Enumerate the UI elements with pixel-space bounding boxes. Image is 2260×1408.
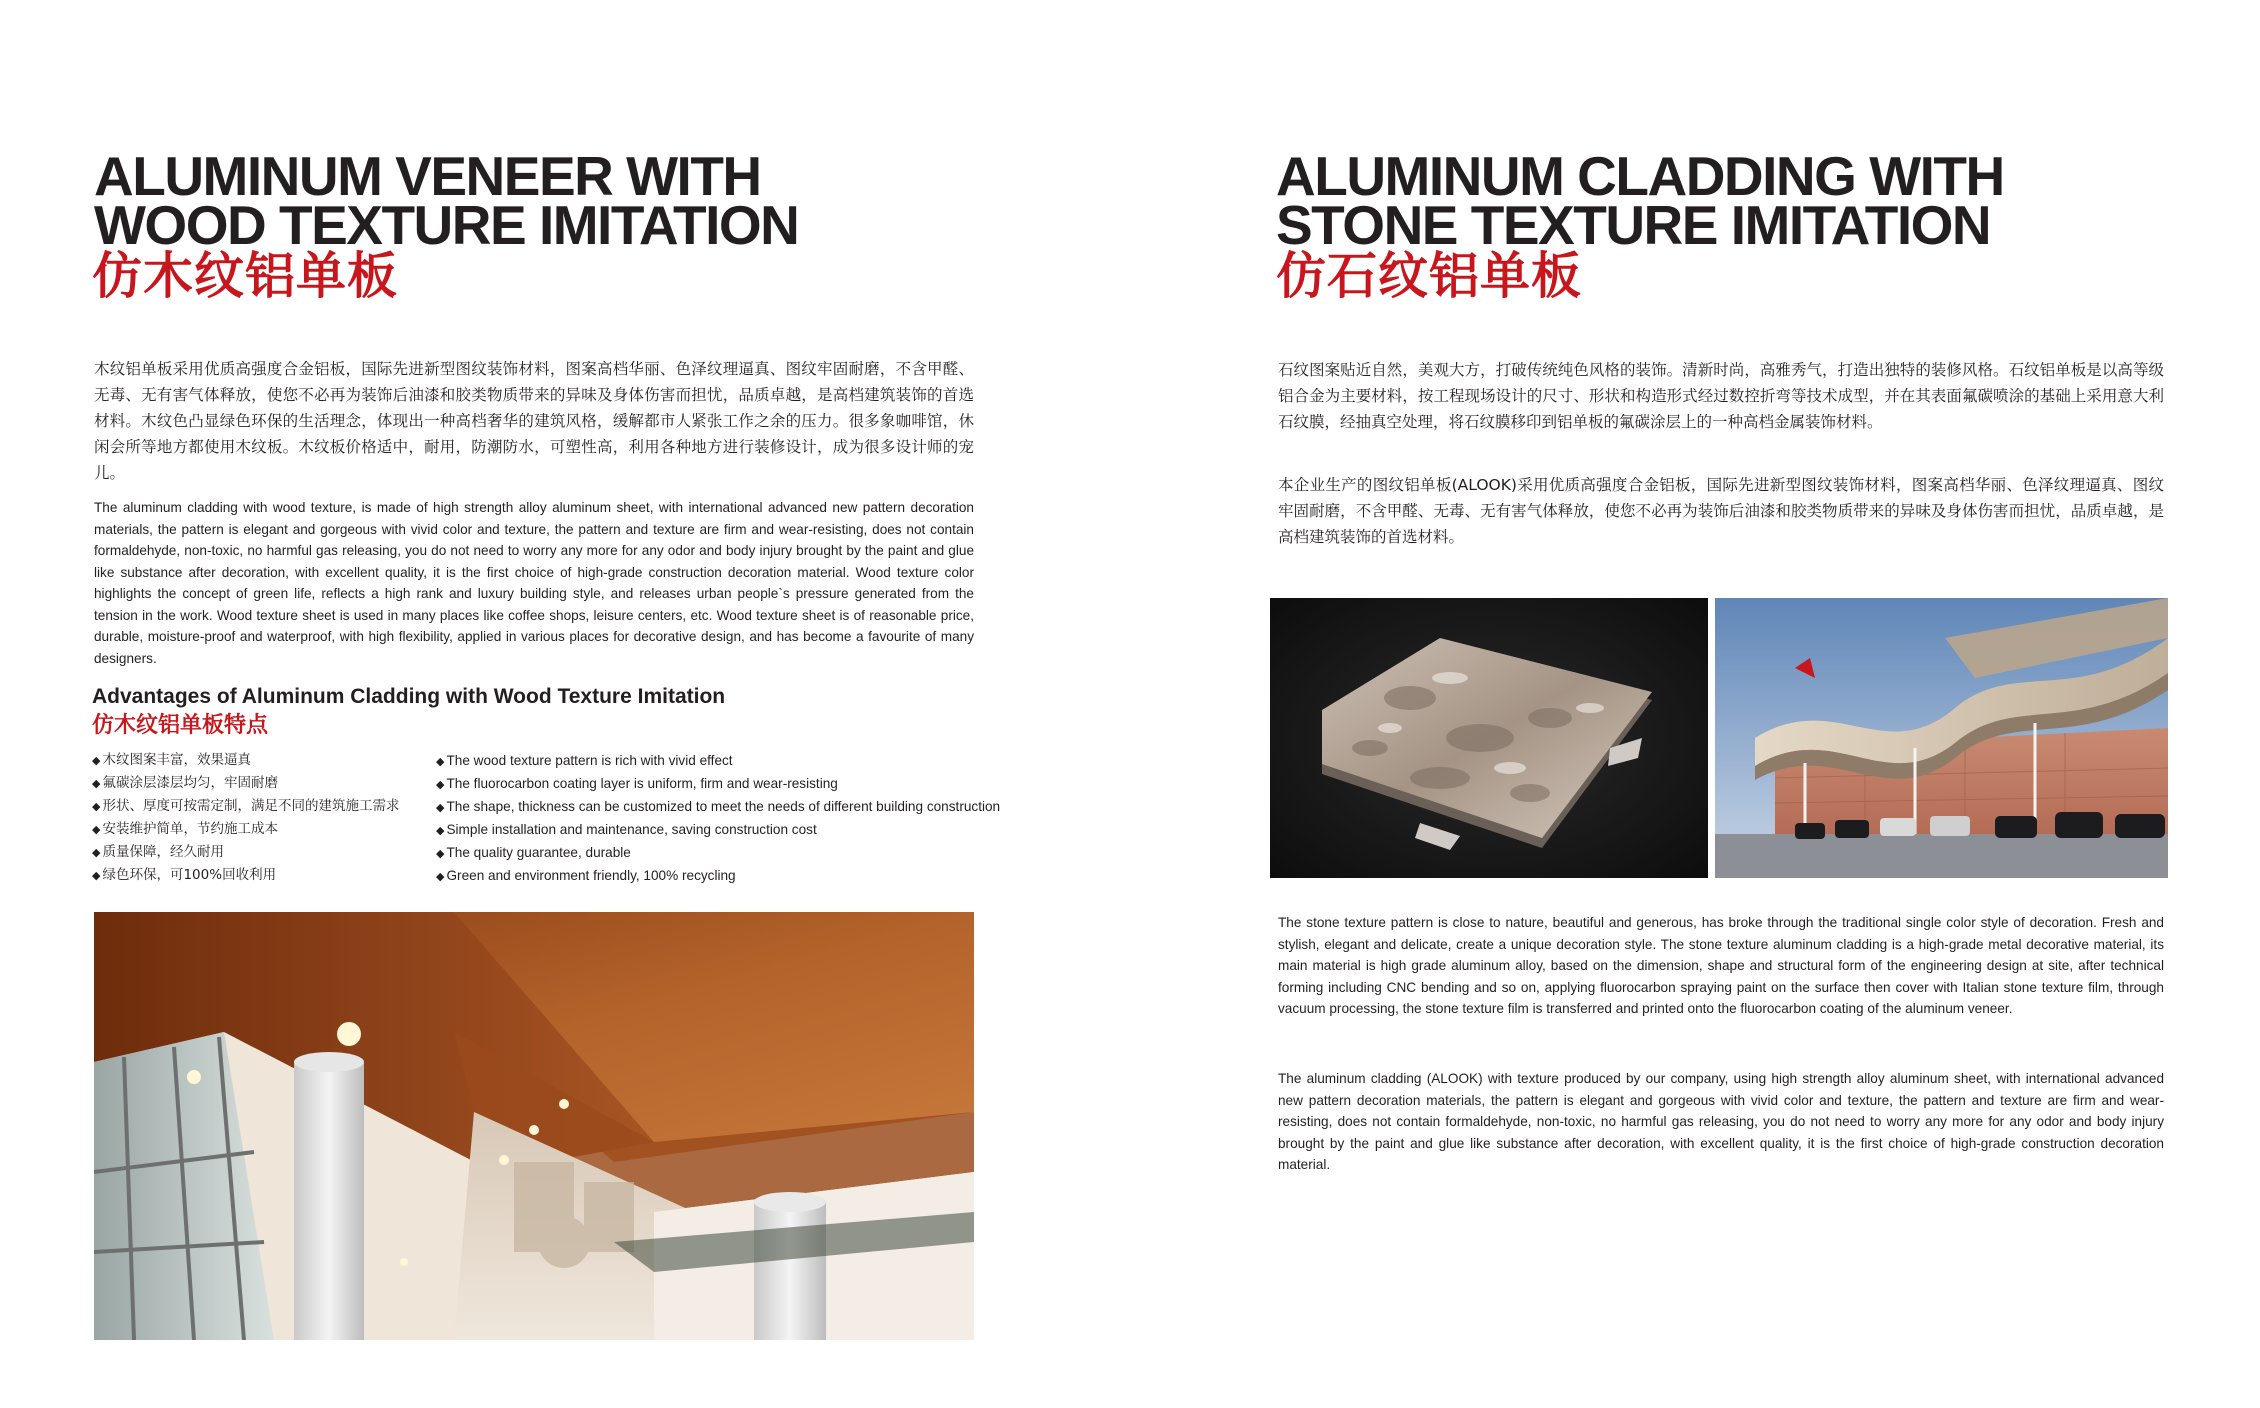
stone-title-en-line1: ALUMINUM CLADDING WITH — [1276, 145, 2004, 207]
advantage-cn-item: ◆ 质量保障，经久耐用 — [92, 844, 224, 860]
diamond-bullet-icon: ◆ — [92, 777, 101, 790]
stone-intro-cn-2: 本企业生产的图纹铝单板(ALOOK)采用优质高强度合金铝板，国际先进新型图纹装饰材料，图案高档华丽、色泽纹理逼真、图纹牢固耐磨，不含甲醛、无毒、无有害气体释放，使您不必再为装饰后油漆和胶类物质带来的异味及身体伤害而担忧，品质卓越，是高档建筑装饰的首选材料。 — [1278, 476, 2164, 546]
advantage-cn-item: ◆ 安装维护简单，节约施工成本 — [92, 821, 278, 837]
advantage-en-item: ◆ Green and environment friendly, 100% recycling — [436, 868, 736, 883]
diamond-bullet-icon: ◆ — [92, 800, 101, 813]
stone-title-cn: 仿石纹铝单板 — [1276, 247, 1582, 305]
wood-ceiling-photo — [94, 912, 974, 1340]
right-page — [1130, 0, 2260, 1408]
stone-clad-building-photo — [1715, 598, 2168, 878]
wood-intro-en: The aluminum cladding with wood texture, is made of high strength alloy aluminum sheet, with international advanced new pattern decoration materials, the pattern is elegant and gorgeous with vivid color and texture, the pattern and texture are firm and wear-resisting, does not contain formaldehyde, non-toxic, no harmful gas releasing, you do not need to worry any more for any odor and body injury brought by the paint and glue like substance after decoration, with excellent quality, it is the first choice of high-grade construction decoration material. Wood texture color highlights the concept of green life, reflects a high rank and luxury building style, and releases urban people`s pressure generated from the tension in the work. Wood texture sheet is used in many places like coffee shops, leisure centers, etc. Wood texture sheet is of reasonable price, durable, moisture-proof and waterproof, with high flexibility, applied in various places for decorative design, and has become a favourite of many designers. — [94, 500, 974, 666]
wood-title-en-line1: ALUMINUM VENEER WITH — [94, 145, 761, 207]
stone-title-en-line2: STONE TEXTURE IMITATION — [1276, 194, 1991, 256]
advantages-list-cn — [92, 749, 399, 887]
advantages-title-en: Advantages of Aluminum Cladding with Wood Texture Imitation — [92, 685, 726, 708]
diamond-bullet-icon: ◆ — [436, 825, 445, 837]
advantage-en-item: ◆ Simple installation and maintenance, saving construction cost — [436, 822, 817, 837]
diamond-bullet-icon: ◆ — [436, 871, 445, 883]
wood-title-en-line2: WOOD TEXTURE IMITATION — [94, 194, 799, 256]
wood-title-cn: 仿木纹铝单板 — [92, 247, 398, 305]
advantage-cn-item: ◆ 氟碳涂层漆层均匀，牢固耐磨 — [92, 775, 278, 791]
advantage-cn-item: ◆ 形状、厚度可按需定制，满足不同的建筑施工需求 — [92, 798, 400, 814]
wood-intro-cn: 木纹铝单板采用优质高强度合金铝板，国际先进新型图纹装饰材料，图案高档华丽、色泽纹理逼真、图纹牢固耐磨，不含甲醛、无毒、无有害气体释放，使您不必再为装饰后油漆和胶类物质带来的异味及身体伤害而担忧，品质卓越，是高档建筑装饰的首选材料。木纹色凸显绿色环保的生活理念，体现出一种高档奢华的建筑风格，缓解都市人紧张工作之余的压力。很多象咖啡馆，休闲会所等地方都使用木纹板。木纹板价格适中，耐用，防潮防水，可塑性高，利用各种地方进行装修设计，成为很多设计师的宠儿。 — [94, 360, 974, 482]
stone-intro-cn-1: 石纹图案贴近自然，美观大方，打破传统纯色风格的装饰。清新时尚，高雅秀气，打造出独特的装修风格。石纹铝单板是以高等级铝合金为主要材料，按工程现场设计的尺寸、形状和构造形式经过数控折弯等技术成型，并在其表面氟碳喷涂的基础上采用意大利石纹膜，经抽真空处理，将石纹膜移印到铝单板的氟碳涂层上的一种高档金属装饰材料。 — [1278, 361, 2164, 431]
diamond-bullet-icon: ◆ — [92, 846, 101, 859]
advantage-cn-item: ◆ 木纹图案丰富，效果逼真 — [92, 752, 251, 768]
stone-intro-en-1: The stone texture pattern is close to nature, beautiful and generous, has broke through the traditional single color style of decoration. Fresh and stylish, elegant and delicate, create a unique decoration style. The stone texture aluminum cladding is a high-grade metal decorative material, its main material is high grade aluminum alloy, based on the dimension, shape and structural form of the engineering design at site, after technical forming including CNC bending and so on, applying fluorocarbon spraying paint on the surface then cover with Italian stone texture film, through vacuum processing, the stone texture film is transferred and printed onto the fluorocarbon coating of the aluminum veneer. — [1278, 915, 2164, 1016]
diamond-bullet-icon: ◆ — [436, 848, 445, 860]
stone-intro-en-2: The aluminum cladding (ALOOK) with texture produced by our company, using high strength alloy aluminum sheet, with international advanced new pattern decoration materials, the pattern is elegant and gorgeous with vivid color and texture, the pattern and texture are firm and wear-resisting, does not contain formaldehyde, non-toxic, no harmful gas releasing, you do not need to worry any more for any odor and body injury brought by the paint and glue like substance after decoration, with excellent quality, it is the first choice of high-grade construction decoration material. — [1278, 1071, 2164, 1172]
diamond-bullet-icon: ◆ — [92, 823, 101, 836]
advantage-en-item: ◆ The quality guarantee, durable — [436, 845, 631, 860]
wood-title-en — [94, 145, 994, 256]
diamond-bullet-icon: ◆ — [92, 754, 101, 767]
stone-title-en — [1276, 145, 2176, 256]
advantages-title-cn: 仿木纹铝单板特点 — [92, 713, 269, 738]
diamond-bullet-icon: ◆ — [436, 779, 445, 791]
advantage-en-item: ◆ The wood texture pattern is rich with vivid effect — [436, 753, 733, 768]
stone-panel-sample-photo — [1270, 598, 1708, 878]
advantage-en-item: ◆ The shape, thickness can be customized to meet the needs of different building construction — [436, 799, 1001, 814]
diamond-bullet-icon: ◆ — [436, 802, 445, 814]
diamond-bullet-icon: ◆ — [436, 756, 445, 768]
advantage-cn-item: ◆ 绿色环保，可100%回收利用 — [92, 867, 277, 883]
diamond-bullet-icon: ◆ — [92, 869, 101, 882]
advantages-list-en — [436, 749, 1000, 887]
advantage-en-item: ◆ The fluorocarbon coating layer is uniform, firm and wear-resisting — [436, 776, 838, 791]
